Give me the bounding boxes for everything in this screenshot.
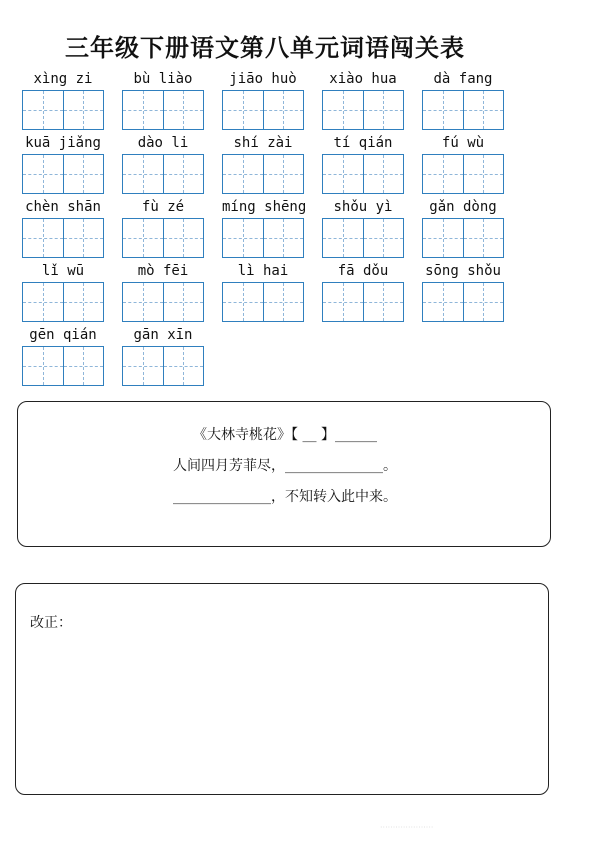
writing-box[interactable] <box>223 91 263 129</box>
writing-box[interactable] <box>423 283 463 321</box>
word-cell <box>422 134 504 192</box>
writing-box[interactable] <box>63 347 104 385</box>
poem-title-line: 《大林寺桃花》【 __ 】______ <box>193 427 377 443</box>
word-cell <box>122 70 204 128</box>
pinyin-label: shí zài <box>233 135 293 151</box>
character-boxes <box>222 90 304 130</box>
character-boxes <box>322 282 404 322</box>
writing-box[interactable] <box>123 155 163 193</box>
writing-box[interactable] <box>323 155 363 193</box>
pinyin-label: lì hai <box>237 263 289 279</box>
poem-line-2: ______________，不知转入此中来。 <box>173 489 397 505</box>
writing-box[interactable] <box>223 283 263 321</box>
writing-box[interactable] <box>23 347 63 385</box>
character-boxes <box>422 282 504 322</box>
word-cell <box>22 326 104 384</box>
writing-box[interactable] <box>23 219 63 257</box>
word-cell <box>222 70 304 128</box>
character-boxes <box>322 154 404 194</box>
pinyin-label: lǐ wū <box>41 263 85 279</box>
writing-box[interactable] <box>423 91 463 129</box>
writing-box[interactable] <box>223 155 263 193</box>
writing-box[interactable] <box>163 219 204 257</box>
character-boxes <box>322 218 404 258</box>
character-boxes <box>422 218 504 258</box>
word-cell <box>422 198 504 256</box>
writing-box[interactable] <box>123 219 163 257</box>
character-boxes <box>22 218 104 258</box>
writing-box[interactable] <box>63 219 104 257</box>
writing-box[interactable] <box>363 91 404 129</box>
word-cell <box>22 134 104 192</box>
character-boxes <box>222 282 304 322</box>
word-cell <box>222 262 304 320</box>
writing-box[interactable] <box>323 219 363 257</box>
writing-box[interactable] <box>163 283 204 321</box>
writing-box[interactable] <box>123 91 163 129</box>
character-boxes <box>22 90 104 130</box>
writing-box[interactable] <box>263 219 304 257</box>
character-boxes <box>222 218 304 258</box>
writing-box[interactable] <box>163 155 204 193</box>
word-cell <box>422 70 504 128</box>
writing-box[interactable] <box>463 155 504 193</box>
word-cell <box>222 198 307 256</box>
character-boxes <box>222 154 304 194</box>
writing-box[interactable] <box>263 91 304 129</box>
writing-box[interactable] <box>63 91 104 129</box>
pinyin-label: tí qián <box>333 135 393 151</box>
pinyin-label: bù liào <box>133 71 193 87</box>
pinyin-label: jiāo huò <box>229 71 297 87</box>
word-cell <box>322 198 404 256</box>
pinyin-label: mò fēi <box>137 263 189 279</box>
pinyin-label: dà fang <box>433 71 493 87</box>
character-boxes <box>322 90 404 130</box>
pinyin-label: míng shēng <box>222 199 307 215</box>
pinyin-label: xiào hua <box>329 71 397 87</box>
writing-box[interactable] <box>423 219 463 257</box>
writing-box[interactable] <box>123 347 163 385</box>
writing-box[interactable] <box>223 219 263 257</box>
writing-box[interactable] <box>63 155 104 193</box>
character-boxes <box>122 90 204 130</box>
pinyin-label: xìng zi <box>33 71 93 87</box>
word-cell <box>122 134 204 192</box>
writing-box[interactable] <box>363 219 404 257</box>
pinyin-label: shǒu yì <box>333 199 393 215</box>
writing-box[interactable] <box>463 283 504 321</box>
pinyin-label: fā dǒu <box>337 263 389 279</box>
writing-box[interactable] <box>463 219 504 257</box>
writing-box[interactable] <box>263 283 304 321</box>
character-boxes <box>22 154 104 194</box>
writing-box[interactable] <box>363 283 404 321</box>
writing-box[interactable] <box>123 283 163 321</box>
word-cell <box>222 134 304 192</box>
word-cell <box>22 70 104 128</box>
writing-box[interactable] <box>23 155 63 193</box>
character-boxes <box>122 218 204 258</box>
correction-panel[interactable] <box>15 583 549 795</box>
writing-box[interactable] <box>363 155 404 193</box>
word-cell <box>322 70 404 128</box>
pinyin-label: dào li <box>137 135 189 151</box>
writing-box[interactable] <box>163 347 204 385</box>
character-boxes <box>122 282 204 322</box>
poem-fill-panel <box>17 401 551 547</box>
character-boxes <box>22 346 104 386</box>
character-boxes <box>422 154 504 194</box>
pinyin-label: gēn qián <box>29 327 97 343</box>
word-cell <box>322 262 404 320</box>
character-boxes <box>422 90 504 130</box>
page-title: 三年级下册语文第八单元词语闯关表 <box>65 33 465 62</box>
writing-box[interactable] <box>163 91 204 129</box>
word-cell <box>122 198 204 256</box>
pinyin-label: gān xīn <box>133 327 193 343</box>
writing-box[interactable] <box>63 283 104 321</box>
pinyin-label: fú wù <box>441 135 485 151</box>
word-cell <box>122 326 204 384</box>
word-cell <box>122 262 204 320</box>
character-boxes <box>22 282 104 322</box>
word-cell <box>422 262 504 320</box>
pinyin-label: sōng shǒu <box>425 263 501 279</box>
word-cell <box>22 262 104 320</box>
character-boxes <box>122 154 204 194</box>
writing-box[interactable] <box>263 155 304 193</box>
writing-box[interactable] <box>23 283 63 321</box>
writing-box[interactable] <box>323 283 363 321</box>
word-cell <box>22 198 104 256</box>
writing-box[interactable] <box>463 91 504 129</box>
pinyin-label: fù zé <box>141 199 185 215</box>
watermark: ····················· <box>380 823 434 832</box>
writing-box[interactable] <box>23 91 63 129</box>
character-boxes <box>122 346 204 386</box>
correction-label: 改正： <box>30 615 72 631</box>
writing-box[interactable] <box>323 91 363 129</box>
word-cell <box>322 134 404 192</box>
writing-box[interactable] <box>423 155 463 193</box>
pinyin-label: gǎn dòng <box>429 199 497 215</box>
pinyin-label: kuā jiǎng <box>25 135 101 151</box>
pinyin-label: chèn shān <box>25 199 101 215</box>
poem-line-1: 人间四月芳菲尽，______________。 <box>173 458 397 474</box>
